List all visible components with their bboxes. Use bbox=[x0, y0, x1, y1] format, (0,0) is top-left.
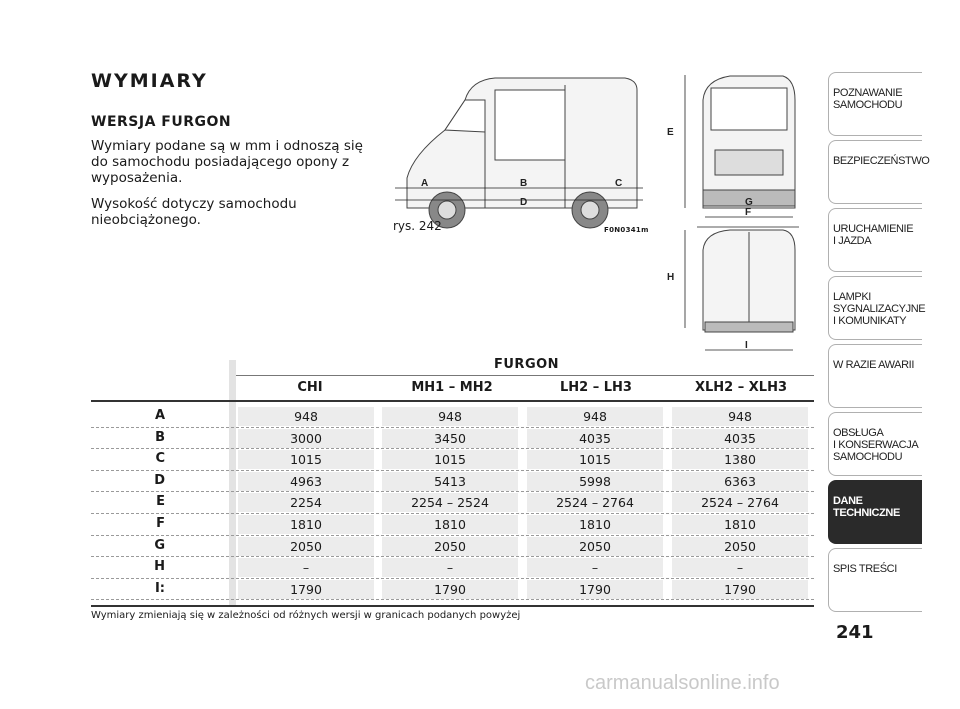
table-cell: 1790 bbox=[724, 581, 756, 597]
table-cell: 948 bbox=[294, 409, 318, 424]
table-row-divider bbox=[91, 491, 814, 492]
dim-label-d: D bbox=[520, 197, 528, 208]
table-cell: 4035 bbox=[579, 430, 611, 446]
table-row-label: C bbox=[155, 451, 165, 467]
table-row-divider bbox=[91, 556, 814, 557]
chapter-tab-label: TECHNICZNE bbox=[833, 507, 900, 519]
chapter-tab[interactable] bbox=[828, 548, 922, 612]
column-header-lh: LH2 – LH3 bbox=[560, 380, 632, 395]
table-cell: 1810 bbox=[579, 517, 611, 532]
chapter-tab-label: SPIS TREŚCI bbox=[833, 563, 897, 575]
chapter-tab-label: LAMPKI bbox=[833, 291, 871, 303]
intro-paragraph: Wymiary podane są w mm i odnoszą się do samochodu posiadającego opony z wyposażenia. bbox=[91, 138, 363, 186]
chapter-tab-label: DANE bbox=[833, 495, 863, 507]
chapter-tab[interactable] bbox=[828, 72, 922, 136]
table-row-label: G bbox=[154, 537, 165, 553]
table-cell: 3450 bbox=[434, 430, 466, 446]
van-dimensions-figure bbox=[385, 60, 805, 360]
table-row-label: E bbox=[156, 494, 165, 510]
table-title: FURGON bbox=[494, 357, 560, 372]
table-row-divider bbox=[91, 535, 814, 536]
figure-caption: rys. 242 bbox=[393, 219, 442, 233]
table-row-label: F bbox=[156, 516, 165, 531]
table-row-divider bbox=[91, 448, 814, 449]
table-footnote: Wymiary zmieniają się w zależności od różnych wersji w granicach podanych powyżej bbox=[91, 610, 521, 621]
table-cell: 2254 bbox=[290, 495, 322, 511]
table-row-divider bbox=[91, 513, 814, 514]
chapter-tab[interactable] bbox=[828, 276, 926, 340]
page-number: 241 bbox=[836, 622, 874, 643]
chapter-tab-label: W RAZIE AWARII bbox=[833, 359, 914, 371]
table-cell: 1790 bbox=[579, 581, 611, 597]
section-subtitle: WERSJA FURGON bbox=[91, 114, 232, 130]
chapter-tab-label: SAMOCHODU bbox=[833, 451, 903, 463]
table-row-divider bbox=[91, 599, 814, 600]
chapter-tab-label: SAMOCHODU bbox=[833, 99, 903, 111]
table-cell: 1810 bbox=[434, 517, 466, 532]
column-header-xlh: XLH2 – XLH3 bbox=[694, 380, 787, 395]
table-cell: 2050 bbox=[579, 538, 611, 554]
chapter-tab-label: URUCHAMIENIE bbox=[833, 223, 914, 235]
dim-label-f: F bbox=[745, 207, 752, 218]
chapter-tab-label: SYGNALIZACYJNE bbox=[833, 303, 926, 315]
table-cell: 2050 bbox=[724, 538, 756, 554]
table-cell: – bbox=[302, 560, 310, 576]
table-row-label: H bbox=[154, 559, 165, 575]
table-cell: 2524 – 2764 bbox=[556, 495, 634, 511]
table-cell: 1380 bbox=[724, 452, 756, 468]
chapter-tab[interactable] bbox=[828, 480, 922, 544]
dim-label-b: B bbox=[520, 178, 528, 189]
table-row-divider bbox=[91, 427, 814, 428]
table-cell: 948 bbox=[583, 409, 607, 424]
table-header-bottom-rule bbox=[91, 400, 814, 402]
dim-label-e: E bbox=[667, 127, 674, 138]
page-title: WYMIARY bbox=[91, 70, 208, 92]
column-header-mh: MH1 – MH2 bbox=[411, 380, 493, 395]
chapter-tab-label: I JAZDA bbox=[833, 235, 872, 247]
table-row-label: I: bbox=[154, 580, 165, 596]
table-cell: 1790 bbox=[290, 581, 322, 597]
table-cell: 2254 – 2524 bbox=[411, 495, 489, 511]
table-row-label: D bbox=[154, 472, 165, 488]
table-bottom-rule bbox=[91, 605, 814, 607]
chapter-tab-label: OBSŁUGA bbox=[833, 427, 884, 439]
table-cell: 5998 bbox=[579, 473, 611, 489]
table-cell: 1810 bbox=[724, 517, 756, 532]
table-cell: – bbox=[591, 560, 599, 576]
dim-label-c: C bbox=[615, 178, 623, 189]
chapter-tab-label: POZNAWANIE bbox=[833, 87, 903, 99]
table-cell: 948 bbox=[728, 409, 752, 424]
watermark-text: carmanualsonline.info bbox=[585, 672, 780, 694]
table-cell: 1015 bbox=[290, 452, 322, 468]
dim-label-a: A bbox=[421, 178, 429, 189]
table-row-label: A bbox=[154, 408, 165, 423]
table-header-rule bbox=[236, 375, 814, 376]
table-row-divider bbox=[91, 578, 814, 579]
table-cell: 4035 bbox=[724, 430, 756, 446]
table-cell: 4963 bbox=[290, 473, 322, 489]
table-side-bar bbox=[229, 360, 236, 605]
chapter-tab[interactable] bbox=[828, 208, 922, 272]
table-cell: – bbox=[736, 560, 744, 576]
table-cell: 6363 bbox=[724, 473, 756, 489]
table-cell: – bbox=[446, 560, 454, 576]
table-cell: 2050 bbox=[290, 538, 322, 554]
dim-label-g: G bbox=[745, 197, 753, 208]
table-cell: 1790 bbox=[434, 581, 466, 597]
table-cell: 3000 bbox=[290, 430, 322, 446]
table-cell: 2050 bbox=[434, 538, 466, 554]
chapter-tab[interactable] bbox=[828, 412, 922, 476]
figure-code: F0N0341m bbox=[604, 226, 649, 234]
chapter-tab[interactable] bbox=[828, 344, 922, 408]
table-cell: 948 bbox=[438, 409, 462, 424]
dim-label-h: H bbox=[667, 272, 675, 283]
chapter-tab-label: I KONSERWACJA bbox=[833, 439, 919, 451]
dim-label-i: I bbox=[745, 340, 748, 351]
table-row-label: B bbox=[155, 429, 165, 445]
table-row-divider bbox=[91, 470, 814, 471]
height-note-paragraph: Wysokość dotyczy samochodu nieobciążonego. bbox=[91, 196, 297, 228]
chapter-tab-label: BEZPIECZEŃSTWO bbox=[833, 155, 930, 167]
table-cell: 1015 bbox=[434, 452, 466, 468]
table-cell: 1015 bbox=[579, 452, 611, 468]
chapter-tab[interactable] bbox=[828, 140, 930, 204]
chapter-tab-label: I KOMUNIKATY bbox=[833, 315, 907, 327]
table-cell: 5413 bbox=[434, 473, 466, 489]
column-header-chi: CHI bbox=[297, 380, 323, 395]
table-cell: 1810 bbox=[290, 517, 322, 532]
table-cell: 2524 – 2764 bbox=[701, 495, 779, 511]
